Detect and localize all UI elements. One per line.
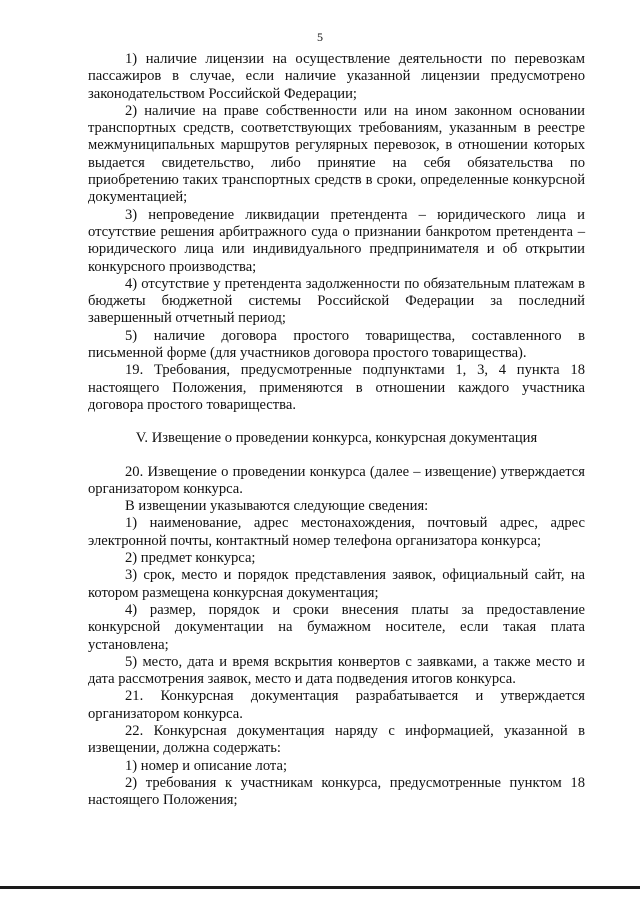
list-item-opening-envelopes: 5) место, дата и время вскрытия конвертов с заявками, а также место и дата рассмотрения заявок, место и дата подведения итогов конкурса. [88,653,585,688]
list-item-license: 1) наличие лицензии на осуществление деятельности по перевозкам пассажиров в случае, если наличие указанной лицензии предусмотрено законодательством Российской Федерации; [88,51,585,102]
list-item-application-terms: 3) срок, место и порядок представления заявок, официальный сайт, на котором размещена конкурсная документация; [88,567,585,601]
bottom-rule [0,886,640,889]
list-item-documentation-fee: 4) размер, порядок и сроки внесения платы за предоставление конкурсной документации на бумажном носителе, если такая плата установлена; [88,601,585,653]
list-item-lot: 1) номер и описание лота; [125,757,288,774]
document-body [88,51,585,809]
notice-contents-intro: В извещении указываются следующие сведения: [125,498,429,515]
list-item-organizer-details: 1) наименование, адрес местонахождения, почтовый адрес, адрес электронной почты, контактный номер телефона организатора конкурса; [88,515,585,549]
list-item-vehicles: 2) наличие на праве собственности или на ином законном основании транспортных средств, соответствующих требованиям, указанным в реестре межмуниципальных маршрутов регулярных перевозок, в отношении которых выдается свидетельство, либо принятие на себя обязательства по приобретению таких транспортных средств в сроки, определенные конкурсной документацией; [88,102,585,206]
clause-21: 21. Конкурсная документация разрабатывается и утверждается организатором конкурса. [88,688,585,722]
clause-20: 20. Извещение о проведении конкурса (далее – извещение) утверждается организатором конкурса. [88,463,585,497]
list-item-participant-requirements: 2) требования к участникам конкурса, предусмотренные пунктом 18 настоящего Положения; [88,774,585,809]
list-item-no-liquidation: 3) непроведение ликвидации претендента – юридического лица и отсутствие решения арбитражного суда о признании банкротом претендента – юридического лица или индивидуального предпринимателя и об открытии конкурсного производства; [88,206,585,275]
section-heading: V. Извещение о проведении конкурса, конкурсная документация [135,430,538,447]
list-item-no-debt: 4) отсутствие у претендента задолженности по обязательным платежам в бюджеты бюджетной системы Российской Федерации за последний завершенный отчетный период; [88,275,585,327]
list-item-subject: 2) предмет конкурса; [125,550,256,567]
list-item-partnership-agreement: 5) наличие договора простого товарищества, составленного в письменной форме (для участников договора простого товарищества). [88,327,585,362]
clause-22: 22. Конкурсная документация наряду с информацией, указанной в извещении, должна содержать: [88,722,585,757]
clause-19: 19. Требования, предусмотренные подпунктами 1, 3, 4 пункта 18 настоящего Положения, применяются в отношении каждого участника договора простого товарищества. [88,362,585,413]
page-number: 5 [317,30,323,44]
